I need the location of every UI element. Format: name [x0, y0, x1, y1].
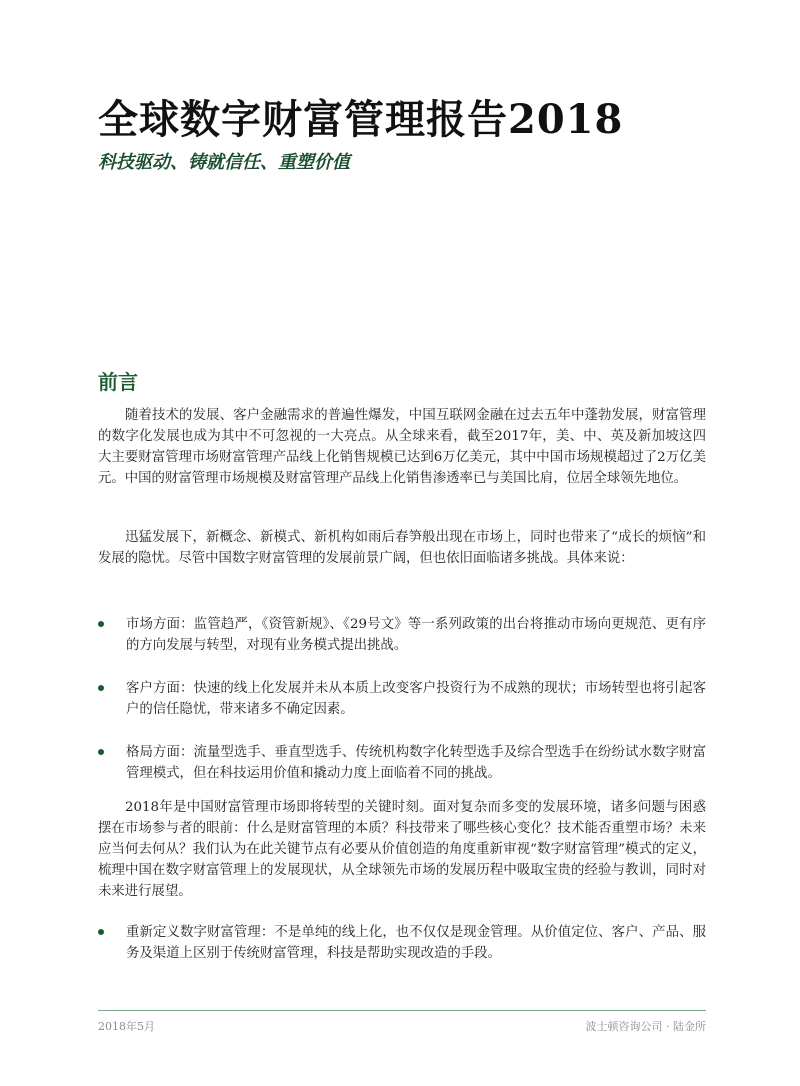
paragraph-2: 迅猛发展下，新概念、新模式、新机构如雨后春笋般出现在市场上，同时也带来了“成长的烦恼”和发展的隐忧。尽管中国数字财富管理的发展前景广阔，但也依旧面临诸多挑战。具体来说： — [98, 530, 706, 566]
list-item-text: 格局方面：流量型选手、垂直型选手、传统机构数字化转型选手及综合型选手在纷纷试水数字财富管理模式，但在科技运用价值和撬动力度上面临着不同的挑战。 — [126, 745, 706, 781]
paragraph-1: 随着技术的发展、客户金融需求的普遍性爆发，中国互联网金融在过去五年中蓬勃发展，财富管理的数字化发展也成为其中不可忽视的一大亮点。从全球来看，截至2017年，美、中、英及新加坡这四大主要财富管理市场财富管理产品线上化销售规模已达到6万亿美元，其中中国市场规模超过了2万亿美元。中国的财富管理市场规模及财富管理产品线上化销售渗透率已与美国比肩，位居全球领先地位。 — [98, 408, 706, 486]
list-item-redefine — [98, 922, 706, 964]
list-item-text: 客户方面：快速的线上化发展并未从本质上改变客户投资行为不成熟的现状；市场转型也将引起客户的信任隐忧，带来诸多不确定因素。 — [126, 681, 706, 717]
report-title: 全球数字财富管理报告2018 — [98, 96, 624, 143]
footer-date: 2018年5月 — [98, 1020, 155, 1033]
bullet-icon — [98, 749, 104, 755]
redefine-list — [98, 922, 706, 964]
challenge-list — [98, 614, 706, 784]
footer-publisher: 波士顿咨询公司 · 陆金所 — [585, 1020, 706, 1033]
bullet-icon — [98, 621, 104, 627]
list-item-text: 市场方面：监管趋严，《资管新规》、《29号文》等一系列政策的出台将推动市场向更规范、更有序的方向发展与转型，对现有业务模式提出挑战。 — [126, 617, 706, 653]
paragraph-2-container — [98, 527, 706, 569]
list-item-market — [98, 614, 706, 656]
report-subtitle: 科技驱动、铸就信任、重塑价值 — [98, 152, 350, 173]
footer-divider — [98, 1010, 706, 1011]
list-item-customer — [98, 678, 706, 720]
section-heading-preface: 前言 — [98, 370, 138, 394]
list-item-text: 重新定义数字财富管理：不是单纯的线上化，也不仅仅是现金管理。从价值定位、客户、产品、服务及渠道上区别于传统财富管理，科技是帮助实现改造的手段。 — [126, 925, 706, 961]
bullet-icon — [98, 929, 104, 935]
bullet-icon — [98, 685, 104, 691]
paragraph-3-container — [98, 797, 706, 902]
list-item-landscape — [98, 742, 706, 784]
paragraph-3: 2018年是中国财富管理市场即将转型的关键时刻。面对复杂而多变的发展环境，诸多问题与困惑摆在市场参与者的眼前：什么是财富管理的本质？科技带来了哪些核心变化？技术能否重塑市场？未来应当何去何从？我们认为在此关键节点有必要从价值创造的角度重新审视“数字财富管理”模式的定义，梳理中国在数字财富管理上的发展现状，从全球领先市场的发展历程中吸取宝贵的经验与教训，同时对未来进行展望。 — [98, 800, 706, 899]
paragraph-1-container — [98, 405, 706, 489]
